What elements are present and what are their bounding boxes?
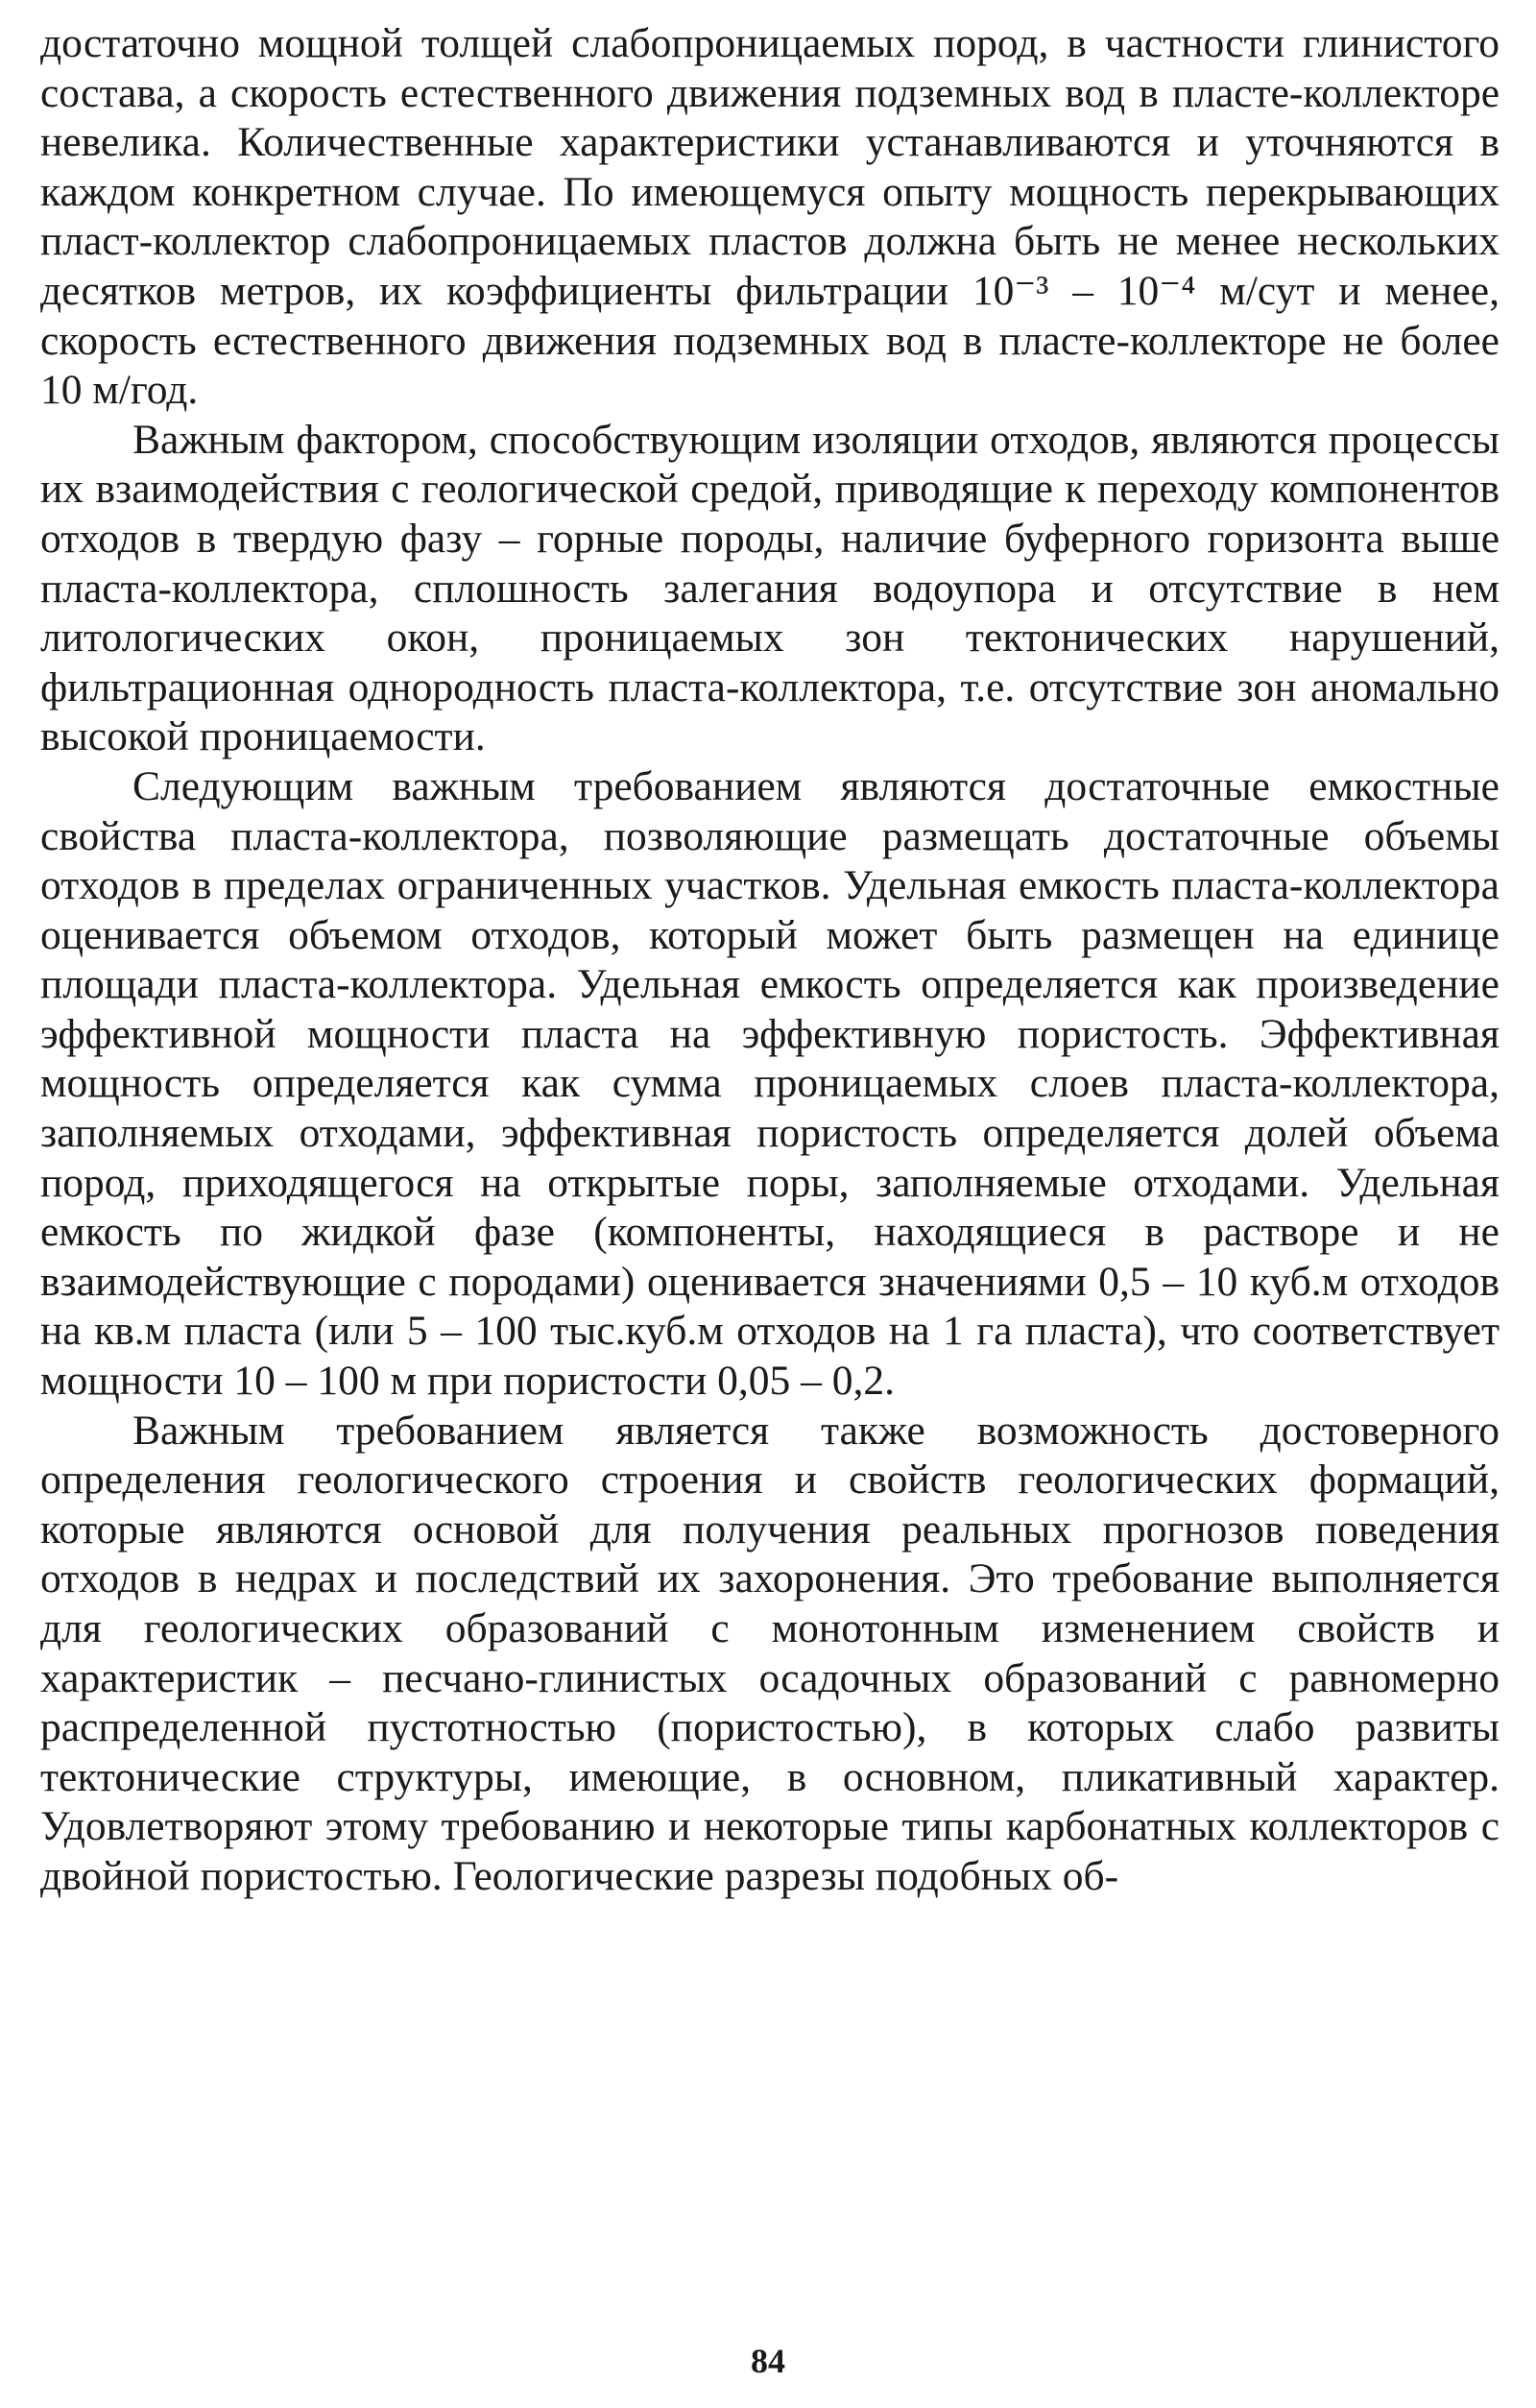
paragraph-continuation: достаточно мощной толщей слабопроницаемых пород, в частности глинистого состава, а скорость естественного движения подземных вод в пласте-коллекторе невелика. Количественные характеристики устанавливаются и уточняются в каждом конкретном случае. По имеющемуся опыту мощность перекрывающих пласт-коллектор слабопроницаемых пластов должна быть не менее нескольких десятков метров, их коэффициенты фильтрации 10⁻³ – 10⁻⁴ м/сут и менее, скорость естественного движения подземных вод в пласте-коллекторе не более 10 м/год. bbox=[40, 20, 1500, 414]
page-number: 84 bbox=[751, 2342, 785, 2380]
page-text-body bbox=[40, 19, 1500, 2324]
paragraph-capacity-requirements: Следующим важным требованием являются достаточные емкостные свойства пласта-коллектора, позволяющие размещать достаточные объемы отходов в пределах ограниченных участков. Удельная емкость пласта-коллектора оценивается объемом отходов, который может быть размещен на единице площади пласта-коллектора. Удельная емкость определяется как произведение эффективной мощности пласта на эффективную пористость. Эффективная мощность определяется как сумма проницаемых слоев пласта-коллектора, заполняемых отходами, эффективная пористость определяется долей объема пород, приходящегося на открытые поры, заполняемые отходами. Удельная емкость по жидкой фазе (компоненты, находящиеся в растворе и не взаимодействующие с породами) оценивается значениями 0,5 – 10 куб.м отходов на кв.м пласта (или 5 – 100 тыс.куб.м отходов на 1 га пласта), что соответствует мощности 10 – 100 м при пористости 0,05 – 0,2. bbox=[40, 762, 1500, 1405]
paragraph-isolation-factors: Важным фактором, способствующим изоляции отходов, являются процессы их взаимодействия с геологической средой, приводящие к переходу компонентов отходов в твердую фазу – горные породы, наличие буферного горизонта выше пласта-коллектора, сплошность залегания водоупора и отсутствие в нем литологических окон, проницаемых зон тектонических нарушений, фильтрационная однородность пласта-коллектора, т.е. отсутствие зон аномально высокой проницаемости. bbox=[40, 416, 1500, 760]
paragraph-geology-requirements: Важным требованием является также возможность достоверного определения геологического строения и свойств геологических формаций, которые являются основой для получения реальных прогнозов поведения отходов в недрах и последствий их захоронения. Это требование выполняется для геологических образований с монотонным изменением свойств и характеристик – песчано-глинистых осадочных образований с равномерно распределенной пустотностью (пористостью), в которых слабо развиты тектонические структуры, имеющие, в основном, пликативный характер. Удовлетворяют этому требованию и некоторые типы карбонатных коллекторов с двойной пористостью. Геологические разрезы подобных об- bbox=[40, 1407, 1500, 1899]
